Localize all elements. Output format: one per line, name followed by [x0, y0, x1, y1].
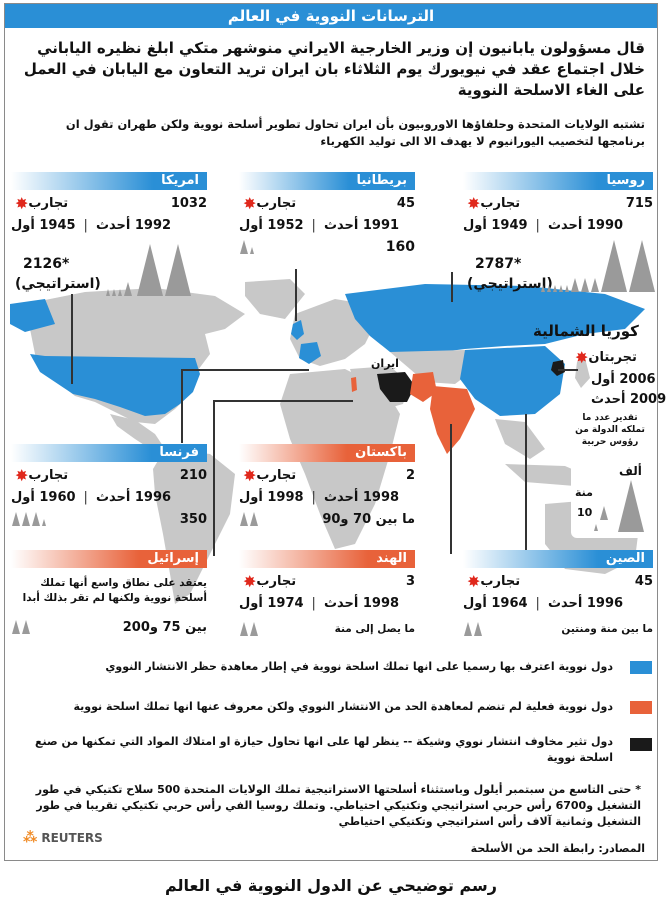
latest-label: أحدث — [591, 391, 626, 407]
china-shape — [460, 346, 565, 416]
southeast-asia-shape — [495, 419, 545, 459]
tests-value: 2 — [405, 467, 415, 483]
first-label: أول — [591, 371, 615, 387]
subhead: تشتبه الولايات المتحدة وحلفاؤها الاوروبيون بأن ايران تحاول تطوير أسلحة نووية ولكن طهران تقول ان برنامجها لتخصيب اليورانيوم لا يهدف الا الى توليد الكهرباء — [65, 117, 645, 148]
country-name: فرنسا — [151, 444, 207, 462]
legend-swatch-blue — [630, 661, 652, 674]
usa-warhead-cones — [105, 244, 192, 296]
panel-pakistan: باكستان ✸ تجارب 2 أول 1998 | أحدث 1998 ما بين 70 و90 — [239, 445, 415, 527]
china-warheads: ما بين منة ومنتين — [561, 623, 653, 635]
latest-label: أحدث — [95, 217, 131, 233]
russia-warheads-note: (استراتيجي) — [467, 276, 553, 292]
latest-label: أحدث — [323, 489, 359, 505]
country-name: الهند — [368, 550, 415, 568]
country-name: بريطانيا — [349, 172, 415, 190]
legend-text-black: دول تثير مخاوف انتشار نووي وشيكة -- ينظر لها على انها تحاول حيازة او امتلاك المواد التي تمكنها من صنع اسلحة نووية — [35, 735, 613, 764]
panel-israel — [11, 550, 207, 636]
latest-label: أحدث — [323, 217, 359, 233]
country-name: إسرائيل — [139, 550, 207, 568]
leader-russia — [451, 272, 453, 302]
country-name: الصين — [598, 550, 653, 568]
first-label: أول — [239, 489, 263, 505]
china-warhead-cones — [463, 622, 483, 636]
explosion-icon: ✸ — [243, 571, 257, 591]
iran-label: ايران — [371, 357, 399, 370]
leader-israel-h — [213, 400, 353, 402]
first-label: أول — [463, 217, 487, 233]
leader-france-v — [181, 369, 183, 443]
first-year: 1998 — [267, 489, 304, 505]
reuters-dots-icon: ⁂ — [23, 830, 38, 846]
leader-china — [525, 414, 527, 552]
first-year: 1952 — [267, 217, 304, 233]
panel-russia: روسيا ✸ تجارب 715 أول 1949 | أحدث 1990 — [463, 173, 653, 233]
leader-india — [450, 424, 452, 554]
latest-label: أحدث — [95, 489, 131, 505]
latest-year: 1996 — [134, 489, 172, 505]
nk-first: 2006 — [619, 371, 656, 387]
scale-ten: 10 — [577, 506, 593, 519]
first-label: أول — [463, 595, 487, 611]
latest-label: أحدث — [547, 217, 583, 233]
nk-first-row — [591, 370, 656, 388]
tests-value: 45 — [396, 195, 415, 211]
tests-label: تجارب — [480, 573, 521, 589]
india-warheads: ما يصل إلى منة — [334, 623, 415, 635]
first-label: أول — [11, 217, 35, 233]
leader-israel — [213, 400, 215, 556]
country-name: باكستان — [347, 444, 415, 462]
nk-name: كوريا الشمالية — [533, 322, 639, 340]
israel-shape — [351, 377, 357, 392]
scale-title: تقدير عدد ما تملكه الدولة من رؤوس حربية — [575, 413, 645, 447]
first-label: أول — [11, 489, 35, 505]
uk-warhead-cones — [239, 240, 255, 254]
legend-swatch-red — [630, 701, 652, 714]
first-year: 1964 — [491, 595, 528, 611]
reuters-wordmark: REUTERS — [41, 831, 103, 845]
first-year: 1960 — [39, 489, 76, 505]
scale-mid-cone — [600, 506, 608, 520]
israel-note: يعتقد على نطاق واسع أنها تملك أسلحة نووية ولكنها لم تقر بذلك أبدا — [22, 577, 207, 604]
latest-label: أحدث — [547, 595, 583, 611]
explosion-icon: ✸ — [15, 465, 29, 485]
latest-year: 1998 — [362, 489, 400, 505]
panel-india: الهند ✸ تجارب 3 أول 1974 | أحدث 1998 ما يصل إلى منة — [239, 551, 415, 635]
latest-label: أحدث — [323, 595, 359, 611]
first-year: 1974 — [267, 595, 304, 611]
tests-value: 210 — [179, 467, 207, 483]
first-year: 1945 — [39, 217, 76, 233]
france-warheads: 350 — [179, 511, 207, 527]
nk-tests: تجربتان — [588, 349, 637, 365]
pakistan-warheads: ما بين 70 و90 — [322, 511, 415, 527]
first-label: أول — [239, 217, 263, 233]
leader-usa — [71, 294, 73, 384]
legend-text-red: دول نووية فعلية لم تنضم لمعاهدة الحد من الانتشار النووي ولكن معروف عنها انها تملك اسلحة نووية — [73, 700, 613, 713]
explosion-icon: ✸ — [467, 571, 481, 591]
usa-warheads: 2126* — [23, 256, 70, 272]
headline: قال مسؤولون يابانيون إن وزير الخارجية الايراني منوشهر متكي ابلغ نظيره الياباني خلال اجتماع عقد في نيويورك يوم الثلاثاء بان ايران تريد التعاون مع اليابان في العمل على الغاء الاسلحة النووية — [23, 39, 645, 99]
israel-warheads: بين 75 و200 — [122, 619, 207, 635]
tests-value: 3 — [405, 573, 415, 589]
latest-year: 1991 — [362, 217, 400, 233]
latest-year: 1990 — [586, 217, 624, 233]
latest-year: 1996 — [586, 595, 624, 611]
tests-label: تجارب — [28, 195, 69, 211]
source: المصادر: رابطة الحد من الأسلحة — [470, 842, 645, 855]
nk-latest: 2009 — [629, 391, 666, 407]
usa-warheads-note: (استراتيجي) — [15, 276, 101, 292]
explosion-icon: ✸ — [575, 347, 589, 367]
uk-warheads: 160 — [385, 239, 415, 255]
legend-text-blue: دول نووية اعترف بها رسميا على انها تملك اسلحة نووية في إطار معاهدة حظر الانتشار النووي — [105, 660, 613, 673]
panel-china: الصين ✸ تجارب 45 أول 1964 | أحدث 1996 ما بين منة ومنتين — [463, 551, 653, 635]
reuters-logo — [23, 830, 103, 846]
latest-year: 1992 — [134, 217, 172, 233]
first-label: أول — [239, 595, 263, 611]
tests-label: تجارب — [256, 467, 297, 483]
country-name: امريكا — [153, 172, 207, 190]
banner-title: الترسانات النووية في العالم — [5, 4, 657, 28]
country-name: روسيا — [598, 172, 653, 190]
tests-value: 715 — [625, 195, 653, 211]
tests-label: تجارب — [480, 195, 521, 211]
footnote: * حتى التاسع من سبتمبر أيلول وباستثناء أسلحتها الاستراتيجية تملك الولايات المتحدة 500 سلاح تكتيكي في طور التشغيل و6700 رأس حربي استراتيجي وتكتيكي احتياطي. وتملك روسيا الفي رأس حربي تكتيكي تقريبا في طور التشغيل وثمانية آلاف رأس استراتيجي وتكتيكي احتياطي — [35, 783, 641, 828]
infographic-frame — [4, 3, 666, 861]
scale-thousand: ألف — [619, 464, 642, 478]
scale-box — [571, 410, 649, 538]
russia-warhead-cones — [540, 240, 656, 292]
scale-hundred: منة — [575, 486, 593, 499]
india-warhead-cones — [239, 622, 259, 636]
caption: رسم توضيحي عن الدول النووية في العالم — [164, 876, 497, 895]
tests-label: تجارب — [256, 195, 297, 211]
pakistan-warhead-cones — [239, 512, 259, 526]
russia-shape — [345, 284, 645, 354]
israel-warhead-cones — [11, 620, 31, 634]
legend-swatch-black — [630, 738, 652, 751]
leader-france-h — [181, 369, 309, 371]
leader-nk — [558, 369, 578, 371]
leader-uk — [295, 269, 297, 321]
russia-warheads: 2787* — [475, 256, 522, 272]
panel-uk: بريطانيا ✸ تجارب 45 أول 1952 | أحدث 1991 160 — [239, 173, 415, 255]
first-year: 1949 — [491, 217, 528, 233]
tests-label: تجارب — [28, 467, 69, 483]
explosion-icon: ✸ — [467, 193, 481, 213]
explosion-icon: ✸ — [15, 193, 29, 213]
nk-tests-row — [571, 348, 637, 366]
explosion-icon: ✸ — [243, 193, 257, 213]
tests-value: 1032 — [170, 195, 207, 211]
france-warhead-cones — [11, 512, 47, 526]
tests-label: تجارب — [256, 573, 297, 589]
tests-value: 45 — [634, 573, 653, 589]
panel-france: فرنسا ✸ تجارب 210 أول 1960 | أحدث 1996 350 — [11, 445, 207, 527]
nk-latest-row — [591, 390, 666, 408]
scale-small-cone — [594, 524, 598, 531]
latest-year: 1998 — [362, 595, 400, 611]
scale-big-cone — [618, 480, 644, 532]
explosion-icon: ✸ — [243, 465, 257, 485]
india-shape — [430, 386, 475, 454]
panel-usa: امريكا ✸ تجارب 1032 أول 1945 | أحدث 1992 — [11, 173, 207, 233]
